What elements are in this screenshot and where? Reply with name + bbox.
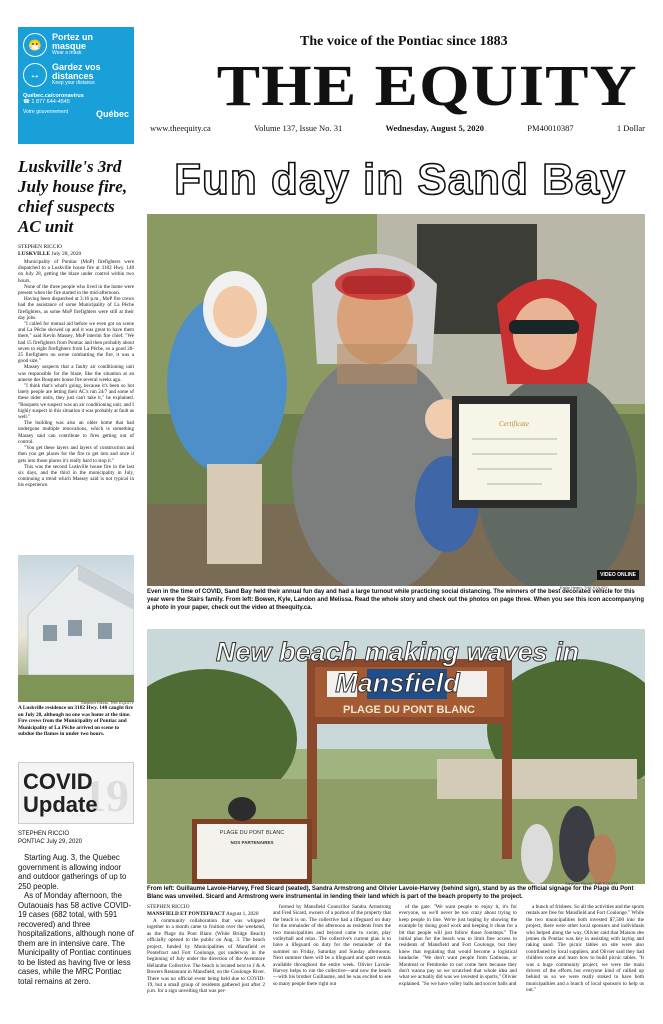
beach-headline[interactable]: New beach making waves in Mansfield [215, 637, 580, 698]
covid-body [18, 853, 134, 986]
masthead-title: THE EQUITY [216, 53, 638, 118]
covid-para: As of Monday afternoon, the Outaouais has 58 active COVID-19 cases (682 total, with 591 recovered) and three hospitalizations, although none of them are in intensive care. The Municipality of Pontiac continues to be listed as having five or less cases, while the MRC Pontiac total remains at zero. [18, 891, 134, 986]
issue-date: Wednesday, August 5, 2020 [385, 123, 484, 133]
website-link[interactable]: www.theequity.ca [150, 123, 211, 133]
tagline: The voice of the Pontiac since 1883 [300, 34, 508, 49]
beach-author: STEPHEN RICCIO [147, 904, 190, 910]
house-fire-photo[interactable] [18, 555, 134, 702]
covid-ad[interactable] [18, 27, 134, 144]
beach-article-col-1 [147, 904, 265, 1022]
ad-phone: 1 877 644-4545 [31, 99, 70, 105]
left-para: None of the three people who lived in the home were present when the fire started in the mid-afternoon. [18, 283, 134, 297]
beach-column-text: A community collaboration that was whipped together in a month came to fruition over the weekend, as the Plage du Pont Blanc (White Bridge Beach) officially opened to the public on Aug. 3. The beach project, funded by Municipalities of Mansfield et Pontefract and Fort Coulonge, got underway in the beginning of July under the direction of the Avenmore Hélianthe Collective. The beach is located next to J & A Bowers Restaurant in Mansfield, on the Coulonge River. There was no official event being held due to COVID-19, but a small group of residents gathered just after 2 p.m. for a sign unveiling that was per- [147, 918, 265, 995]
distance-icon: ↔ [23, 63, 47, 87]
left-dateline: LUSKVILLE [18, 251, 51, 257]
left-para: This was the second Luskville house fire in the last six days, and the third in the municipality in July, continuing a trend which Massey said is not typical in his experience. [18, 463, 134, 489]
left-para: The building was also an older home that had undergone multiple renovations, which is something Massey said can contribute to fires getting out of control. [18, 420, 134, 445]
price: 1 Dollar [616, 123, 645, 133]
left-headline[interactable]: Luskville's 3rd July house fire, chief suspects AC unit [18, 157, 128, 236]
main-photo-credit: Emily Hearn, THE EQUITY [560, 585, 608, 590]
left-para: "I called for mutual aid before we even got on scene and La Pêche showed up and it was great to have them there," said Kevin Massey, MoP interim fire chief. "We had 15 firefighters from Pontiac and then probably about seven to eight firefighters from La Pêche, so a good 20-25 firefighters on scene combatting the fire, it was a good size." [18, 321, 134, 365]
ad-mask-sub: Wear a mask [52, 50, 82, 57]
certificate-title: Certificate [499, 420, 529, 428]
small-sign-text: PLAGE DU PONT BLANC [219, 830, 285, 836]
beach-photo-caption: From left: Guillaume Lavoie-Harvey, Fred Sicard (seated), Sandra Armstrong and Olivier Lavoie-Harvey (behind sign), stand by as the official signage for the Plage du Pont Blanc was unveiled. Sicard and Armstrong were instrumental in lending their land which is part of the beach property to the project. [147, 886, 634, 900]
left-para: Having been dispatched at 3:16 p.m., MoP fire crews had the assistance of some Municipality of La Pêche firefighters, as some MoP firefighters were still at their day jobs. [18, 296, 134, 321]
info-bar [150, 123, 645, 133]
beach-column-text: formed by Mansfield Councillor Sandra Armstrong and Fred Sicard, owners of a portion of the property that the beach is on. The collective had a lifeguard on duty for the remainder of the afternoon as residents from the two municipalities and beyond came to swim, play volleyball and relax. The collective's current plan is to have a lifeguard on duty for the remainder of the summer on Friday, Saturday and Sunday afternoons. Next summer there will be a lifeguard and sport rentals available throughout the entire week. Olivier Lavoie-Harvey helps to run the collective—and now the beach—with his brother Guillaume, and he was excited to see so many people there right out [273, 904, 391, 987]
covid-update-box[interactable] [18, 762, 134, 824]
beach-dateline: MANSFIELD ET PONTEFRACT [147, 911, 225, 917]
beach-article-col-3 [399, 904, 517, 1022]
left-date: July 28, 2020 [51, 251, 82, 257]
covid-title-2: Update [23, 792, 98, 817]
main-photo-caption: Even in the time of COVID, Sand Bay held their annual fun day and had a large turnout while practicing social distancing. The winners of the best decorated vehicle for this year were the Stairs family. From left: Bowen, Kyle, Landon and Melissa. Read the whole story and check out the photos on page three. When you see this icon accompanying a photo in your paper, check out the video at theequity.ca. [147, 589, 644, 611]
ad-distance-title: Gardez vos distances [52, 62, 101, 82]
covid-title-1: COVID [23, 769, 93, 794]
left-byline [18, 244, 134, 258]
left-para: Massey suspects that a faulty air conditioning unit was responsible for the blaze, like the situation at an annexe des Bosquets house fire several weeks ago. [18, 364, 134, 383]
left-body [18, 259, 134, 554]
ad-mask-title: Portez un masque [52, 32, 94, 52]
beach-article-col-2 [273, 904, 391, 1022]
covid-dateline: PONTIAC July 29, 2020 [18, 839, 83, 845]
main-headline[interactable]: Fun day in Sand Bay [174, 155, 626, 204]
video-badge[interactable]: VIDEO ONLINE [597, 570, 639, 580]
phone-icon: ☎ [23, 99, 32, 105]
beach-column-text: a bunch of frisbees. So all the activities and the sports rentals are free for Mansfield and Fort Coulonge." While the two municipalities both invested $7,500 into the project, there were other local sponsors and individuals who helped along the way. Olivier said that Maison des jeunes du Pontiac was key in assisting with laying and raking sand. The picnic tables on site were also contributed by local suppliers, and Olivier said they had children come and learn how to build picnic tables. "It was a huge community project, we were the main drivers of the efforts but everyone kind of rallied up behind us so we were really stoked to have both municipalities and a bunch of local sponsors to help us out." [526, 904, 644, 994]
covid-byline [18, 830, 134, 846]
ad-link[interactable]: Québec.ca/coronavirus [23, 93, 84, 99]
beach-sign-text: PLAGE DU PONT BLANC [343, 704, 475, 716]
left-para: "I think that's what's going, because it's been so hot lately people are letting their AC's run 24/7 and some of these older units, they just can't take it," he explained. "Bosquets we suspect was an air conditioning unit, and I highly suspect in this situation it was probably at fault as well." [18, 383, 134, 421]
covid-author: STEPHEN RICCIO [18, 831, 70, 837]
covid-para: Starting Aug. 3, the Quebec government is allowing indoor and outdoor gatherings of up to 250 people. [18, 853, 127, 891]
beach-date: August 1, 2020 [225, 911, 259, 917]
covid-bg-number: 19 [83, 770, 129, 821]
ad-distance-sub: Keep your distance [52, 80, 95, 87]
ad-logo-left: Votre gouvernement [23, 109, 69, 115]
small-sign-sub: NOS PARTENAIRES [230, 840, 274, 845]
beach-article-col-4 [526, 904, 644, 1022]
left-para: Municipality of Pontiac (MoP) firefighters were dispatched to a Luskville house fire at 3182 Hwy. 148 on July 28, getting the blaze under control within two hours. [18, 259, 134, 284]
left-photo-caption: A Luskville residence on 3182 Hwy. 148 caught fire on July 28, although no one was home at the time. Fire crews from the Municipality of Pontiac and Municipality of La Pêche arrived on scene to subdue the flames in under two hours. [18, 705, 134, 737]
left-para: "You get these layers and layers of construction and then you get places for the fire to get into and once it gets into those places it's really hard to stop it." [18, 445, 134, 464]
left-photo-credit: Stephen Riccio, THE EQUITY [80, 700, 134, 705]
sand-bay-photo[interactable] [147, 214, 645, 586]
mask-icon: 😷 [23, 33, 47, 57]
beach-column-text: of the gate. "We want people to enjoy it, it's for everyone, so we'll never be too crazy about trying to keep people in line. We're just hoping by showing the example by doing good work and keeping it clean for a bit that people will just follow those footsteps." The initial plan for the beach was to limit free access to residents of Mansfield and Fort Coulonge, but they knew that regulating that would become a logistical headache. "We don't want people from Gatineau, or Montreal or Pembroke to not come here because they don't wanna pay so we scratched that whole idea and what we actually did was we invested in sports," Olivier explained. "So we have volley balls and soccer balls and [399, 904, 517, 987]
volume-issue: Volume 137, Issue No. 31 [254, 123, 343, 133]
beach-photo-credit: Stephen Riccio, THE EQUITY [565, 881, 619, 886]
pm-number: PM40010387 [527, 123, 574, 133]
left-author: STEPHEN RICCIO [18, 244, 63, 250]
ad-logo-right: Québec [95, 109, 129, 119]
